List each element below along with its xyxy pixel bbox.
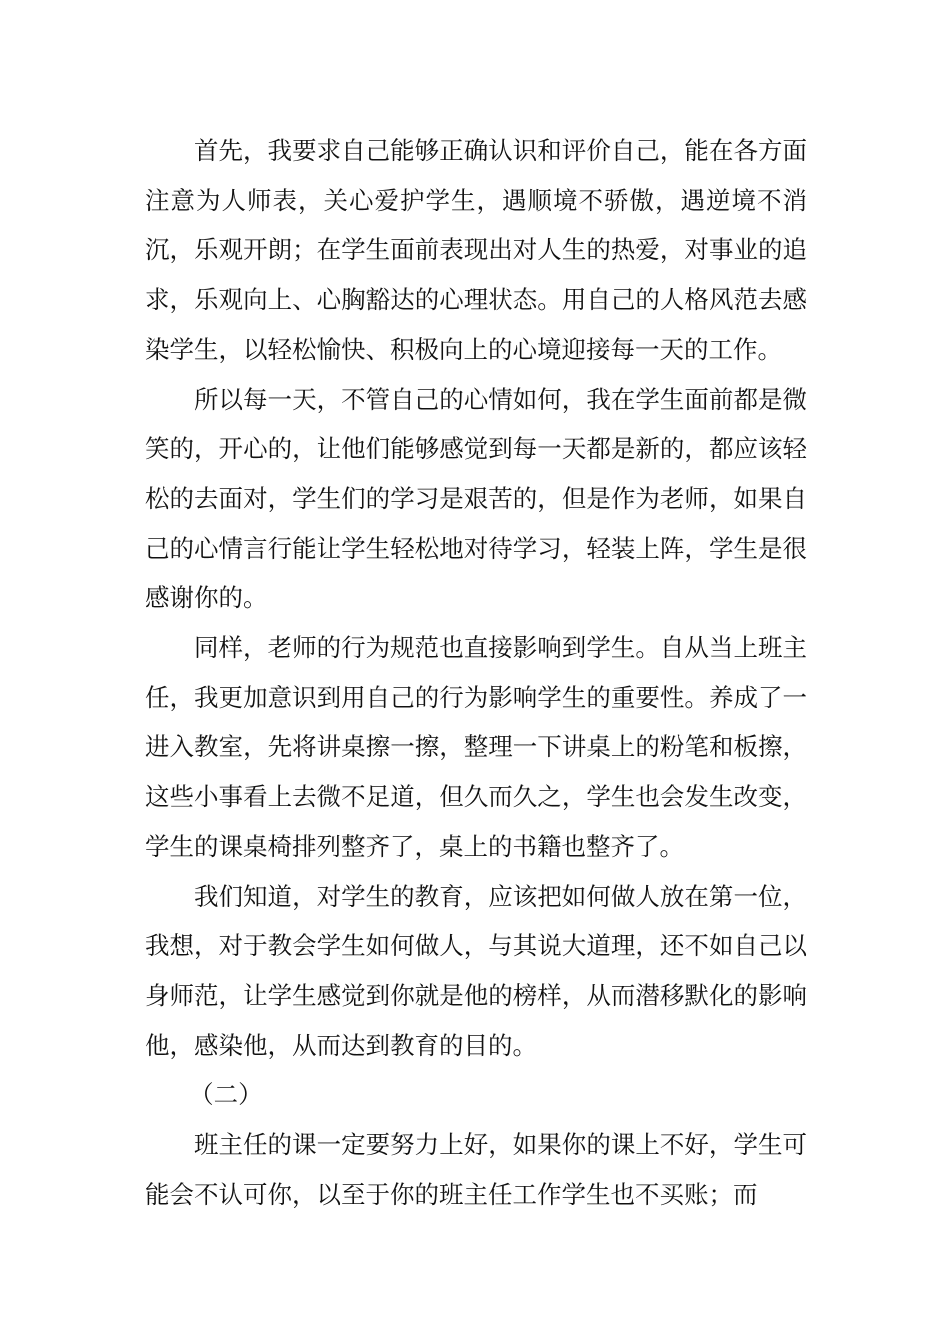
section-heading: （二）	[189, 1080, 263, 1110]
paragraph-smile-daily: 所以每一天，不管自己的心情如何，我在学生面前都是微笑的，开心的，让他们能够感觉到每一天都是新的，都应该轻松的去面对，学生们的学习是艰苦的，但是作为老师，如果自己的心情言行能让学生轻松地对待学习，轻装上阵，学生是很感谢你的。	[145, 384, 807, 613]
paragraph-teach-class-well: 班主任的课一定要努力上好，如果你的课上不好，学生可能会不认可你，以至于你的班主任工作学生也不买账；而	[145, 1130, 807, 1209]
paragraph-self-assessment: 首先，我要求自己能够正确认识和评价自己，能在各方面注意为人师表，关心爱护学生，遇顺境不骄傲，遇逆境不消沉，乐观开朗；在学生面前表现出对人生的热爱，对事业的追求，乐观向上、心胸豁达的心理状态。用自己的人格风范去感染学生，以轻松愉快、积极向上的心境迎接每一天的工作。	[145, 136, 807, 364]
paragraph-teach-by-example: 我们知道，对学生的教育，应该把如何做人放在第一位，我想，对于教会学生如何做人，与其说大道理，还不如自己以身师范，让学生感觉到你就是他的榜样，从而潜移默化的影响他，感染他，从而达到教育的目的。	[145, 881, 807, 1060]
document-body	[145, 126, 807, 1219]
paragraph-behavior-model: 同样，老师的行为规范也直接影响到学生。自从当上班主任，我更加意识到用自己的行为影响学生的重要性。养成了一进入教室，先将讲桌擦一擦，整理一下讲桌上的粉笔和板擦，这些小事看上去微不足道，但久而久之，学生也会发生改变，学生的课桌椅排列整齐了，桌上的书籍也整齐了。	[145, 633, 807, 861]
